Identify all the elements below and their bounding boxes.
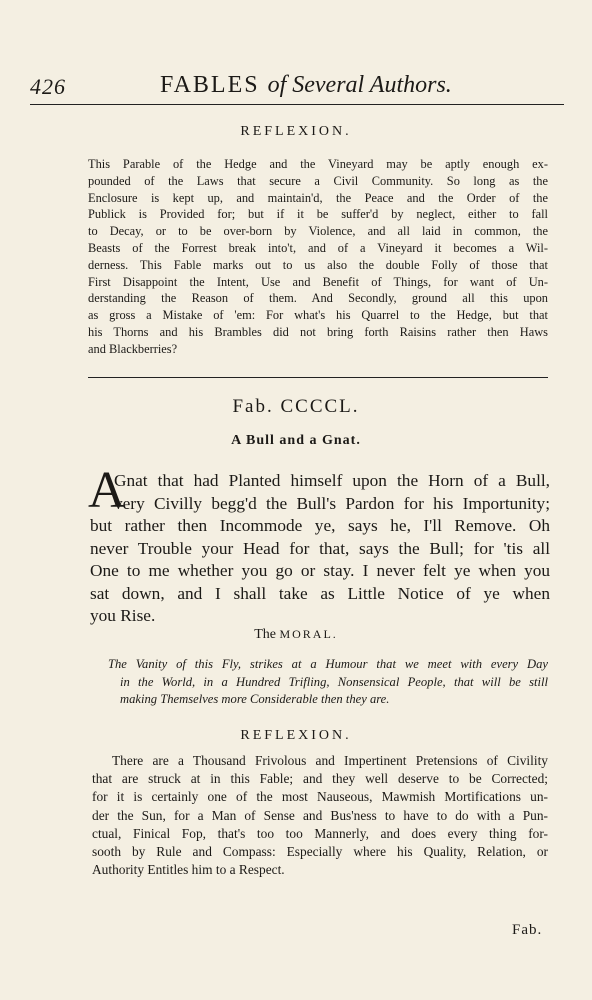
text-line: sat down, and I shall take as Little Notice of ye when [90,583,550,603]
text-line: in the World, in a Hundred Trifling, Nonsensical People, that will be still [120,674,548,689]
moral-heading-the: The [254,627,276,642]
running-title-italic: of Several Authors. [267,72,452,98]
drop-cap: A [88,462,126,519]
text-line: pounded of the Laws that secure a Civil Community. So long as the [88,173,548,188]
reflexion-paragraph-1 [88,156,548,358]
section-divider [88,377,548,378]
fable-text [88,462,550,628]
header-rule [30,104,564,105]
text-line: First Disappoint the Intent, Use and Benefit of Things, for want of Un- [88,274,548,289]
running-title-main: FABLES [160,72,260,98]
text-line: Beasts of the Forrest break into't, and of a Vineyard it becomes a Wil- [88,240,548,255]
text-line: This Parable of the Hedge and the Vineyard may be aptly enough ex- [88,157,548,171]
text-line: Gnat that had Planted himself upon the Horn of a Bull, [114,471,550,490]
text-line: never Trouble your Head for that, says the Bull; for 'tis all [90,538,550,558]
text-line: to Decay, or to be over-born by Violence, and all laid in common, the [88,224,548,239]
running-title [160,72,452,99]
moral-heading [0,627,592,643]
text-line: and Blackberries? [88,341,178,356]
text-line: Authority Entitles him to a Respect. [92,862,285,878]
text-line: Publick is Provided for; but if it be suffer'd by neglect, either to fall [88,207,548,222]
text-line: derness. This Fable marks out to us also the double Folly of those that [88,257,548,272]
text-line: making Themselves more Considerable then they are. [120,692,390,706]
text-line: his Thorns and his Brambles did not bring forth Raisins rather then Haws [88,324,548,339]
running-header [30,70,564,104]
text-line: sooth by Rule and Compass: Especially where his Quality, Relation, or [92,844,548,860]
text-line: that are struck at in this Fable; and they well deserve to be Corrected; [92,771,548,787]
text-line: The Vanity of this Fly, strikes at a Humour that we meet with every Day [108,657,548,671]
reflexion-heading-2: REFLEXION. [240,728,352,743]
fable-subtitle: A Bull and a Gnat. [231,433,361,448]
moral-heading-word: MORAL. [279,627,338,641]
text-line: for it is certainly one of the most Nauseous, Mawmish Mortifications un- [92,789,548,805]
moral-text [108,656,548,709]
catchword: Fab. [512,922,543,938]
text-line: but rather then Incommode ye, says he, I'll Remove. Oh [90,516,550,535]
page-number: 426 [30,74,66,99]
text-line: There are a Thousand Frivolous and Impertinent Pretensions of Civility [112,753,548,768]
text-line: One to me whether you go or stay. I never felt ye when you [90,561,550,580]
text-line: very Civilly begg'd the Bull's Pardon for his Importunity; [114,493,550,513]
text-line: ctual, Finical Fop, that's too too Mannerly, and does every thing for- [92,825,548,841]
text-line: der the Sun, for a Man of Sense and Bus'ness to have to do with a Pun- [92,807,548,823]
text-line: you Rise. [90,606,156,625]
text-line: as gross a Mistake of 'em: For what's his Quarrel to the Hedge, but that [88,308,548,323]
text-line: derstanding the Reason of them. And Secondly, ground all this upon [88,291,548,306]
reflexion-heading-1: REFLEXION. [240,124,352,139]
text-line: Enclosure is kept up, and maintain'd, the Peace and the Order of the [88,190,548,205]
fable-title: Fab. CCCCL. [232,396,360,417]
reflexion-paragraph-2 [92,752,548,879]
